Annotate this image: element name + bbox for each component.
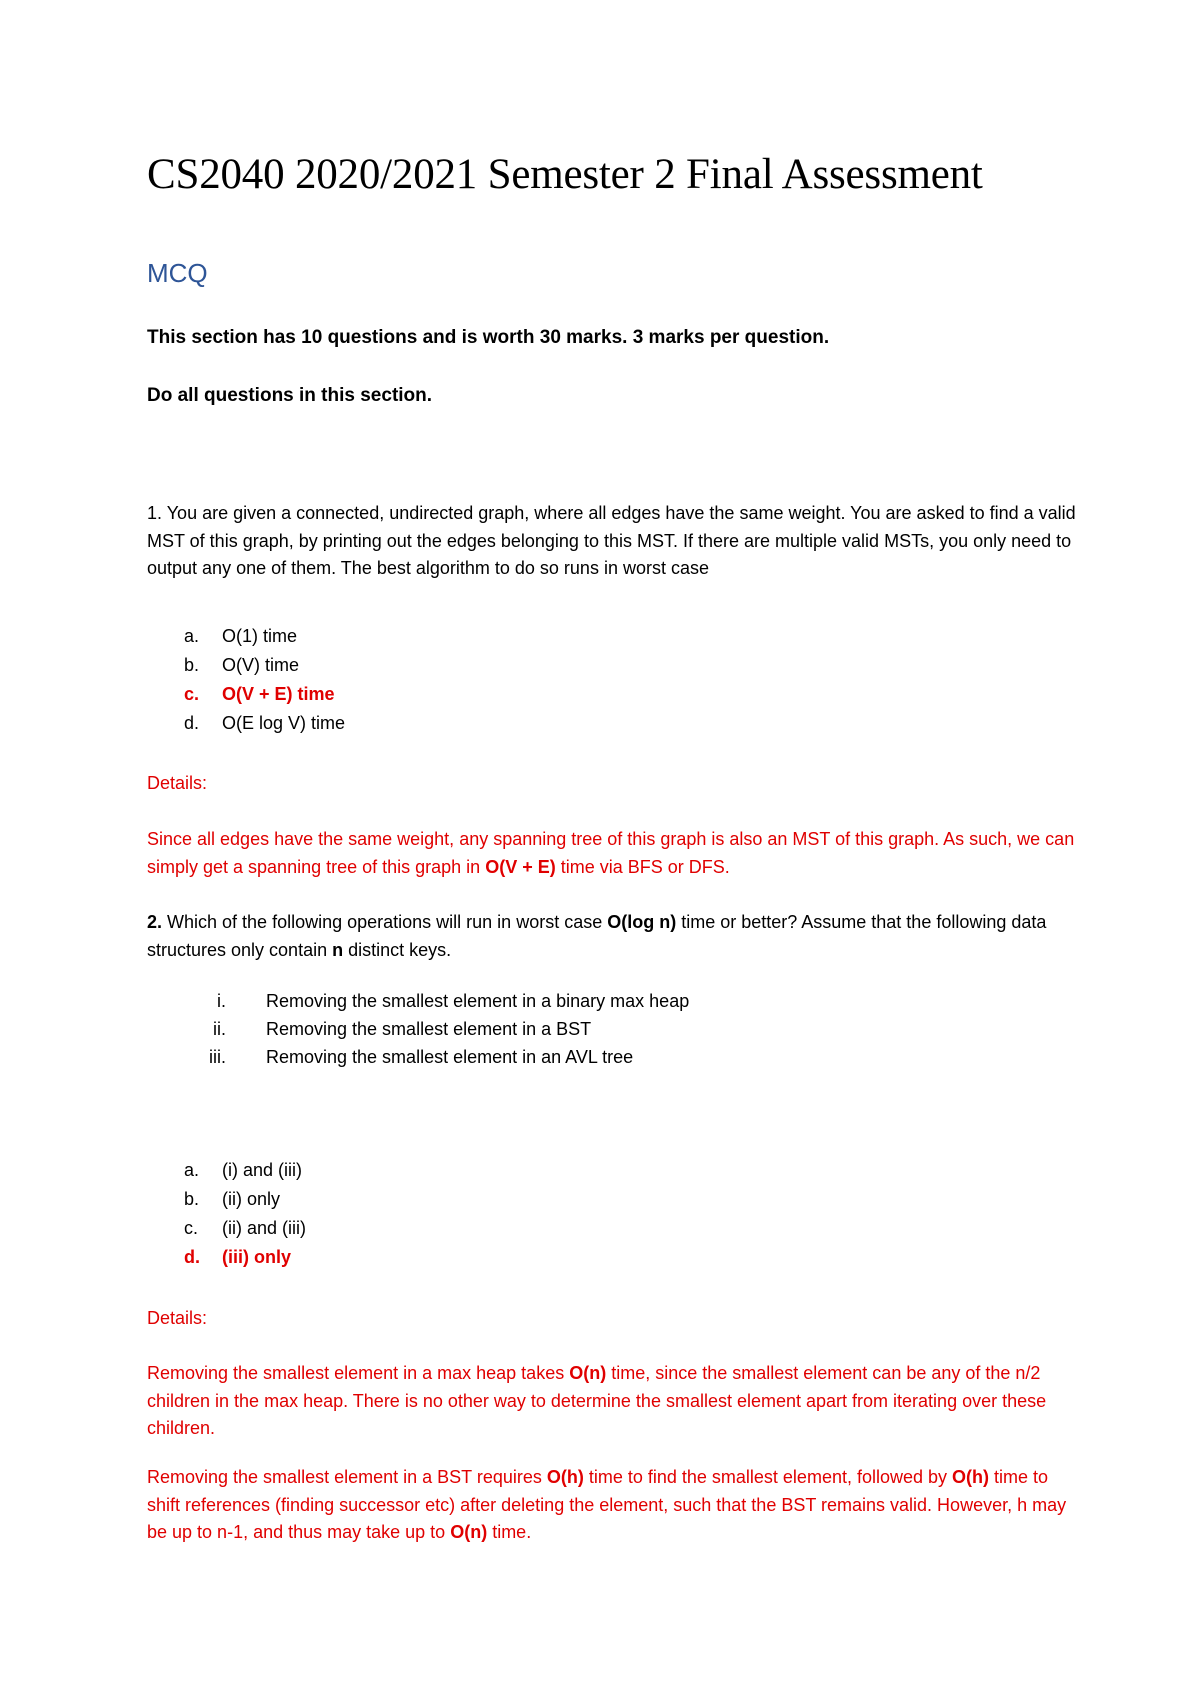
option-text: O(1) time: [222, 626, 298, 646]
question-2-option-d-correct: [184, 1247, 291, 1268]
question-1-number: 1.: [147, 503, 163, 523]
question-1-text: [147, 500, 1077, 583]
details-text: time, since the smallest element can be any of the n/2 children in the max heap. There is no other way to determine the smallest element apart from iterating over these children.: [147, 1363, 1047, 1438]
section-intro: This section has 10 questions and is worth 30 marks. 3 marks per question.: [147, 327, 830, 348]
option-letter: c.: [184, 1218, 199, 1238]
option-letter: a.: [184, 1160, 200, 1180]
option-text: (i) and (iii): [222, 1160, 303, 1180]
question-2-details-label: Details:: [147, 1308, 208, 1328]
question-2-number: 2.: [147, 912, 163, 932]
statement-number: ii.: [213, 1019, 226, 1039]
details-text: time to find the smallest element, followed by: [583, 1467, 953, 1487]
statement-iii: [190, 1047, 633, 1068]
question-2-complexity: O(log n): [607, 912, 677, 932]
statement-i: [190, 991, 689, 1012]
option-letter: b.: [184, 655, 200, 675]
question-2-details-bst: [147, 1464, 1077, 1547]
option-text: O(E log V) time: [222, 713, 346, 733]
option-text: (ii) only: [222, 1189, 281, 1209]
question-1-body: You are given a connected, undirected graph, where all edges have the same weight. You are asked to find a valid MST of this graph, by printing out the edges belonging to this MST. If there are multiple valid MSTs, you only need to output any one of them. The best algorithm to do so runs in worst case: [147, 503, 1076, 578]
option-letter: d.: [184, 713, 200, 733]
option-letter: a.: [184, 626, 200, 646]
option-letter: d.: [184, 1247, 200, 1267]
question-1-option-a: [184, 626, 297, 647]
option-text: O(V + E) time: [222, 684, 335, 704]
details-complexity: O(h): [546, 1467, 584, 1487]
details-complexity: O(n): [450, 1522, 488, 1542]
option-text: (iii) only: [222, 1247, 291, 1267]
details-text: Since all edges have the same weight, any spanning tree of this graph is also an MST of this graph. As such, we can simply get a spanning tree of this graph in: [147, 829, 1075, 877]
document-title: CS2040 2020/2021 Semester 2 Final Assessment: [147, 151, 983, 198]
question-1-details-label: Details:: [147, 773, 208, 793]
statement-number: i.: [217, 991, 226, 1011]
details-complexity: O(h): [952, 1467, 990, 1487]
details-complexity: O(V + E): [485, 856, 556, 877]
question-2-body: Which of the following operations will run in worst case: [162, 912, 608, 932]
section-instruction: Do all questions in this section.: [147, 385, 433, 406]
question-2-option-b: [184, 1189, 280, 1210]
statement-text: Removing the smallest element in a binary max heap: [266, 991, 690, 1011]
question-1-option-c-correct: [184, 684, 335, 705]
option-text: O(V) time: [222, 655, 300, 675]
statement-text: Removing the smallest element in a BST: [266, 1019, 592, 1039]
question-2-body: distinct keys.: [343, 939, 452, 960]
question-1-details: [147, 826, 1077, 881]
question-2-details-heap: [147, 1360, 1077, 1443]
question-1-option-d: [184, 713, 345, 734]
option-letter: c.: [184, 684, 200, 704]
statement-ii: [190, 1019, 591, 1040]
statement-number: iii.: [209, 1047, 226, 1067]
section-heading: MCQ: [147, 258, 208, 288]
question-2-option-a: [184, 1160, 302, 1181]
details-complexity: O(n): [569, 1363, 607, 1383]
details-text: time to shift references (finding successor etc) after deleting the element, such that the BST remains valid. However, h may be up to n-1, and thus may take up to: [147, 1467, 1067, 1542]
details-text: Removing the smallest element in a max heap takes: [147, 1363, 570, 1383]
question-2-option-c: [184, 1218, 306, 1239]
option-text: (ii) and (iii): [222, 1218, 307, 1238]
statement-text: Removing the smallest element in an AVL tree: [266, 1047, 634, 1067]
question-1-option-b: [184, 655, 299, 676]
question-2-n: n: [332, 939, 344, 960]
option-letter: b.: [184, 1189, 200, 1209]
details-text: time.: [487, 1522, 532, 1542]
question-2-body: time or better? Assume that the following data structures only contain: [147, 912, 1047, 960]
details-text: Removing the smallest element in a BST requires: [147, 1467, 547, 1487]
question-2-text: [147, 909, 1077, 964]
details-text: time via BFS or DFS.: [555, 856, 730, 877]
